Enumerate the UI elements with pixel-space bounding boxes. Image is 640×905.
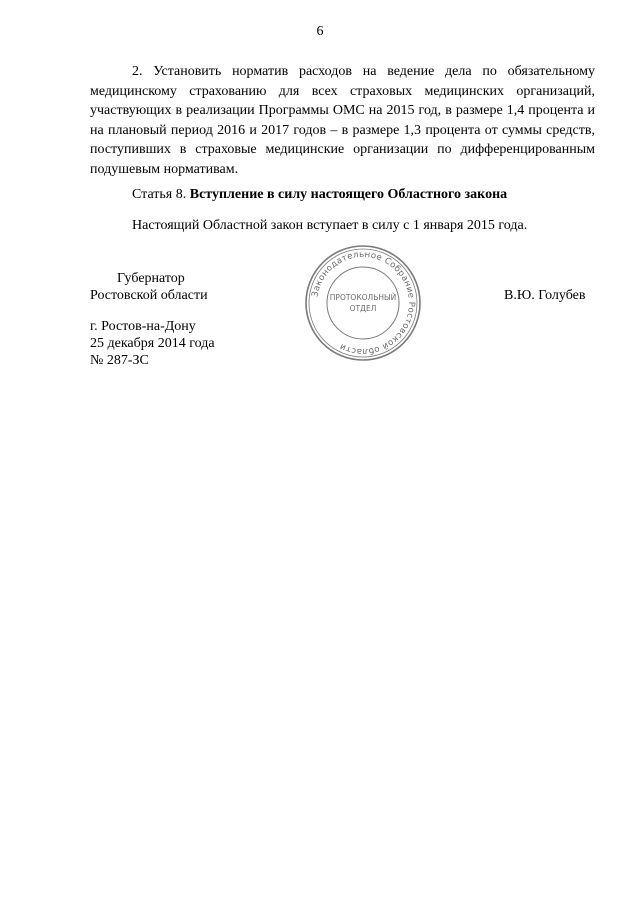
stamp-seal-icon xyxy=(303,243,423,363)
governor-name: В.Ю. Голубев xyxy=(504,288,586,303)
article-title: Вступление в силу настоящего Областного закона xyxy=(189,187,508,202)
article-label: Статья 8. xyxy=(132,187,187,202)
governor-title: Губернатор xyxy=(117,271,185,286)
governor-region: Ростовской области xyxy=(90,288,208,303)
svg-text:Законодательное Собрание Росто xyxy=(310,250,416,356)
issue-date: 25 декабря 2014 года xyxy=(90,336,215,351)
page-number: 6 xyxy=(316,24,324,39)
stamp-center-line1: ПРОТОКОЛЬНЫЙ xyxy=(329,293,397,302)
stamp-center-line2: ОТДЕЛ xyxy=(349,304,377,313)
issue-place: г. Ростов-на-Дону xyxy=(90,319,196,334)
stamp-ring-text: Законодательное Собрание Ростовской области xyxy=(310,249,417,357)
official-stamp xyxy=(303,243,423,363)
paragraph-2: 2. Установить норматив расходов на ведение дела по обязательному медицинскому страхованию для всех страховых медицинских организаций, участвующих в реализации Программы ОМС на 2015 год, в размере 1,4 процента и на плановый период 2016 и 2017 годов – в размере 1,3 процента от суммы средств, поступивших в страховые медицинские организации по дифференцированным подушевым нормативам. xyxy=(90,64,595,177)
article-heading xyxy=(90,185,595,205)
article-text: Настоящий Областной закон вступает в силу с 1 января 2015 года. xyxy=(132,218,528,233)
law-number: № 287-ЗС xyxy=(90,353,149,368)
